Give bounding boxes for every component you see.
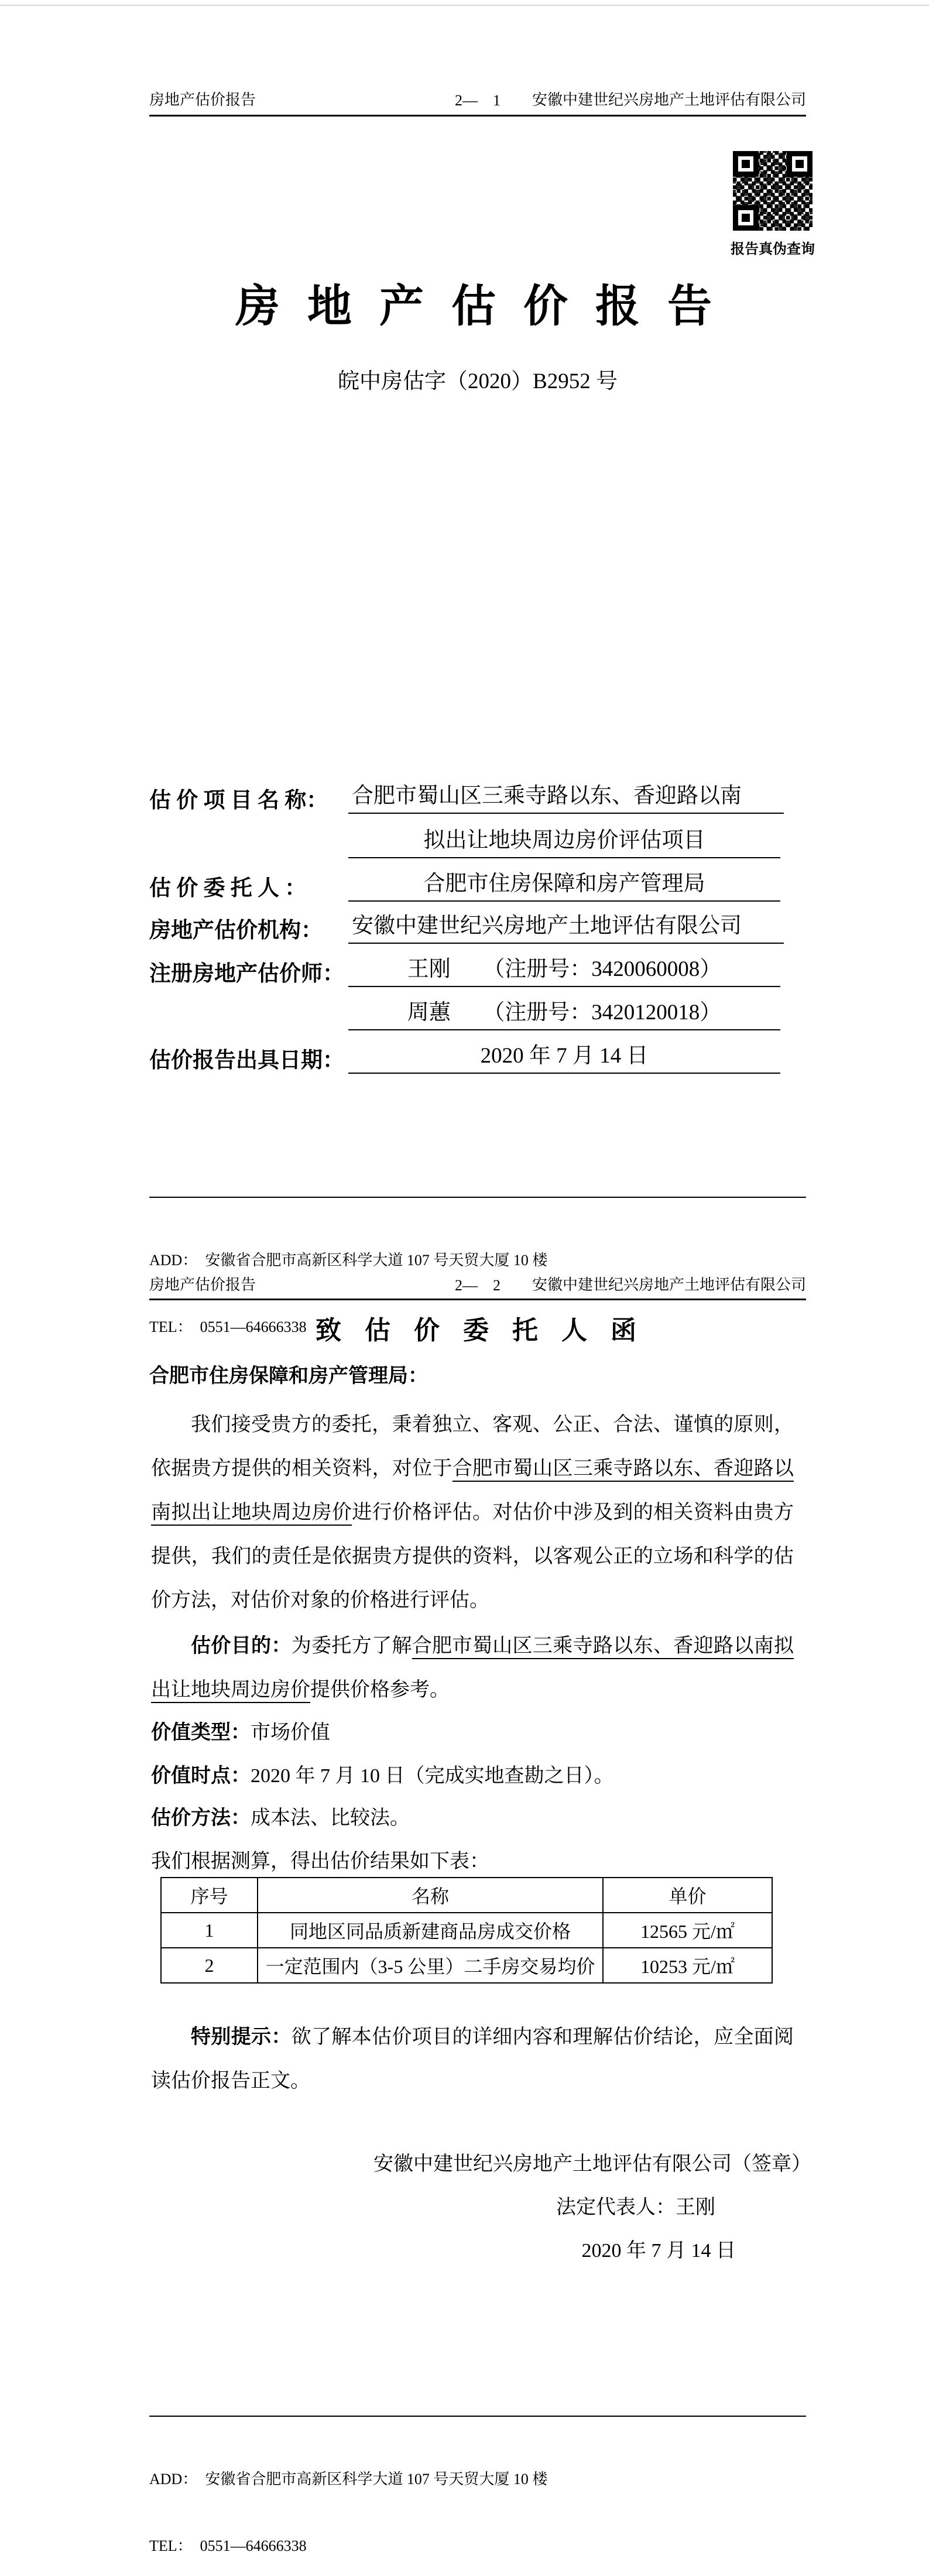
appraiser2-value: 周蕙 （注册号：3420120018） [348, 994, 780, 1030]
special-note-label: 特别提示： [191, 2026, 292, 2048]
cell-price: 10253 元/㎡ [603, 1948, 772, 1983]
method-label: 估价方法： [151, 1807, 251, 1829]
appraiser-label: 注册房地产估价师： [149, 962, 344, 986]
purpose-part2: 提供价格参考。 [310, 1679, 450, 1701]
report-number: 皖中房估字（2020）B2952 号 [338, 369, 618, 393]
qr-finder-bottom-left [733, 205, 759, 231]
footer-address: ADD： 安徽省合肥市高新区科学大道 107 号天贸大厦 10 楼 [149, 2471, 548, 2488]
col-header-price: 单价 [603, 1878, 772, 1913]
header-page-number: 2— 1 [455, 92, 501, 109]
project-name-label: 估 价 项 目 名 称： [149, 789, 328, 813]
value-type-line [151, 1711, 794, 1755]
header-rule [149, 1299, 806, 1300]
appraiser1-value: 王刚 （注册号：3420060008） [348, 951, 780, 987]
project-name-value-line2: 拟出让地块周边房价评估项目 [348, 822, 780, 858]
qr-finder-top-left [733, 151, 759, 177]
scan-edge-line [0, 5, 929, 6]
special-note-paragraph [151, 2015, 794, 2103]
signature-date: 2020 年 7 月 14 日 [581, 2240, 736, 2262]
page2-header [149, 1273, 806, 1294]
header-company-name: 安徽中建世纪兴房地产土地评估有限公司 [532, 1276, 806, 1293]
agency-label: 房地产估价机构： [149, 919, 323, 943]
qr-finder-top-right [787, 151, 813, 177]
purpose-underlined-subject: 合肥市蜀山区三乘寺路以东、香迎路以南拟出让地块周边房价 [151, 1635, 794, 1701]
col-header-name: 名称 [258, 1878, 603, 1913]
header-doc-title: 房地产估价报告 [149, 91, 256, 108]
intro-part1: 我们接受贵方的委托，秉着独立、客观、公正、合法、谨慎的原则，依据贵方提供的相关资料，对位于 [151, 1414, 794, 1479]
header-doc-title: 房地产估价报告 [149, 1276, 256, 1293]
value-date-line [151, 1754, 794, 1798]
signature-company: 安徽中建世纪兴房地产土地评估有限公司（签章） [373, 2153, 811, 2175]
purpose-part1: 为委托方了解 [291, 1635, 412, 1657]
client-value: 合肥市住房保障和房产管理局 [348, 865, 780, 902]
cell-seq: 2 [161, 1948, 258, 1983]
table-intro-text: 我们根据测算，得出估价结果如下表： [151, 1851, 489, 1872]
form-row-client [149, 865, 806, 902]
intro-underlined-subject: 合肥市蜀山区三乘寺路以东、香迎路以南拟出让地块周边房价 [151, 1458, 794, 1523]
method-line [151, 1796, 794, 1840]
form-row-appraiser1 [149, 951, 806, 987]
cell-seq: 1 [161, 1913, 258, 1948]
intro-paragraph [151, 1403, 794, 1622]
cell-name: 同地区同品质新建商品房成交价格 [258, 1913, 603, 1948]
cell-price: 12565 元/㎡ [603, 1913, 772, 1948]
form-row-project [149, 777, 806, 814]
purpose-paragraph [151, 1624, 794, 1712]
agency-value: 安徽中建世纪兴房地产土地评估有限公司 [348, 907, 784, 944]
value-type-label: 价值类型： [151, 1722, 251, 1743]
table-row [161, 1948, 772, 1983]
letter-title: 致 估 价 委 托 人 函 [316, 1316, 640, 1345]
client-label: 估 价 委 托 人 ： [149, 876, 307, 900]
header-page-number: 2— 2 [455, 1277, 501, 1294]
footer-tel: TEL： 0551—64666338 [149, 1318, 307, 1335]
table-row [161, 1913, 772, 1948]
intro-part2: 进行价格评估。对估价中涉及到的相关资料由贵方提供，我们的责任是依据贵方提供的资料，以客观公正的立场和科学的估价方法，对估价对象的价格进行评估。 [151, 1502, 794, 1611]
form-row-issue-date [149, 1037, 806, 1074]
purpose-label: 估价目的： [191, 1635, 292, 1657]
form-row-project-line2 [149, 822, 806, 858]
method-text: 成本法、比较法。 [251, 1807, 410, 1829]
qr-caption: 报告真伪查询 [731, 242, 815, 257]
table-header-row [161, 1878, 772, 1913]
value-type-text: 市场价值 [251, 1722, 330, 1743]
form-row-appraiser2 [149, 994, 806, 1030]
report-title: 房 地 产 估 价 报 告 [235, 282, 720, 331]
value-date-text: 2020 年 7 月 10 日（完成实地查勘之日）。 [251, 1765, 614, 1787]
header-company-name: 安徽中建世纪兴房地产土地评估有限公司 [532, 91, 806, 108]
qr-code [733, 151, 813, 231]
page2-footer [149, 2416, 806, 2576]
issue-date-value: 2020 年 7 月 14 日 [348, 1037, 780, 1074]
project-name-value-line1: 合肥市蜀山区三乘寺路以东、香迎路以南 [348, 777, 784, 814]
salutation: 合肥市住房保障和房产管理局： [149, 1365, 428, 1387]
result-table [160, 1877, 773, 1984]
special-note-text: 欲了解本估价项目的详细内容和理解估价结论，应全面阅读估价报告正文。 [151, 2026, 794, 2092]
footer-address: ADD： 安徽省合肥市高新区科学大道 107 号天贸大厦 10 楼 [149, 1252, 548, 1269]
form-row-agency [149, 907, 806, 944]
signature-legal-rep: 法定代表人：王刚 [556, 2197, 715, 2218]
footer-tel: TEL： 0551—64666338 [149, 2537, 307, 2554]
issue-date-label: 估价报告出具日期： [149, 1049, 344, 1073]
page1-header [149, 88, 806, 109]
col-header-seq: 序号 [161, 1878, 258, 1913]
value-date-label: 价值时点： [151, 1765, 251, 1787]
header-rule [149, 115, 806, 117]
cell-name: 一定范围内（3-5 公里）二手房交易均价 [258, 1948, 603, 1983]
